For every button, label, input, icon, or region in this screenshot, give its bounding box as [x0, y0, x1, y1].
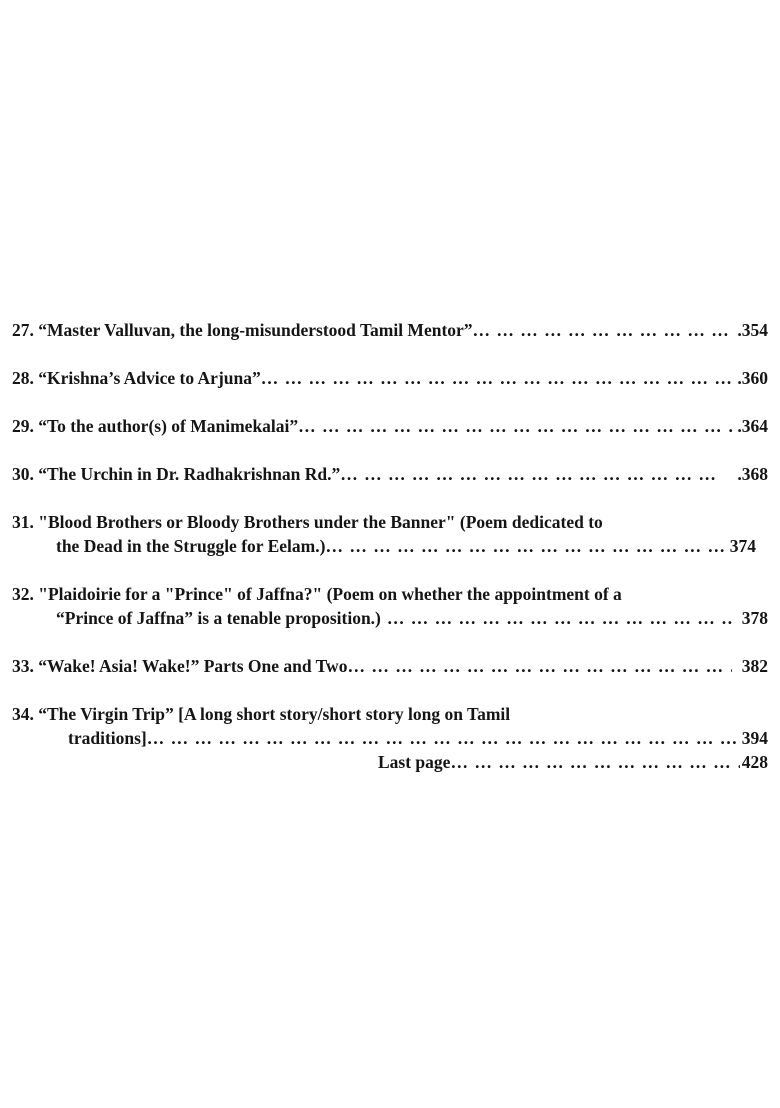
entry-title-line-2: traditions] [68, 728, 147, 748]
entry-page-number: .354 [737, 320, 768, 340]
entry-title: 28. “Krishna’s Advice to Arjuna” [12, 368, 261, 388]
toc-entry-34 [12, 702, 768, 774]
toc-entry-27 [12, 318, 768, 342]
entry-title-line-2-row [12, 606, 768, 630]
entry-page-number: 378 [741, 608, 768, 628]
dot-leader [298, 414, 735, 438]
entry-page-number: 382 [741, 656, 768, 676]
entry-page-number: 394 [741, 728, 768, 748]
toc-entry-31 [12, 510, 768, 558]
dot-leader [325, 534, 727, 558]
entry-title-line-2: “Prince of Jaffna” is a tenable proposition.) [56, 608, 381, 628]
entry-page-number: .368 [737, 464, 768, 484]
last-page-number: 428 [741, 752, 768, 772]
dot-leader [261, 366, 736, 390]
toc-entry-32 [12, 582, 768, 630]
entry-title: 29. “To the author(s) of Manimekalai” [12, 416, 299, 436]
entry-title-line-1: 34. “The Virgin Trip” [A long short story/short story long on Tamil [12, 704, 511, 724]
dot-leader [473, 318, 736, 342]
toc-entry-33 [12, 654, 768, 678]
dot-leader [347, 654, 731, 678]
entry-title: 33. “Wake! Asia! Wake!” Parts One and Two [12, 656, 348, 676]
toc-entry-28 [12, 366, 768, 390]
entry-page-number: .364 [737, 416, 768, 436]
entry-title: 30. “The Urchin in Dr. Radhakrishnan Rd.” [12, 464, 341, 484]
dot-leader [387, 606, 734, 630]
toc-entry-30 [12, 462, 768, 486]
entry-page-number: .360 [737, 368, 768, 388]
dot-leader [340, 462, 723, 486]
entry-title-line-1: 32. "Plaidoirie for a "Prince" of Jaffna?" (Poem on whether the appointment of a [12, 584, 622, 604]
toc-entry-29 [12, 414, 768, 438]
entry-title-line-2-row [12, 726, 768, 750]
last-page-label: Last page [378, 752, 451, 772]
dot-leader [147, 726, 740, 750]
entry-title: 27. “Master Valluvan, the long-misunderstood Tamil Mentor” [12, 320, 473, 340]
entry-title-line-2: the Dead in the Struggle for Eelam.) [56, 536, 326, 556]
last-page-row [12, 750, 768, 774]
dot-leader [450, 750, 739, 774]
entry-title-line-1: 31. "Blood Brothers or Bloody Brothers under the Banner" (Poem dedicated to [12, 512, 603, 532]
entry-title-line-2-row [12, 534, 768, 558]
entry-page-number: 374 [729, 536, 756, 556]
